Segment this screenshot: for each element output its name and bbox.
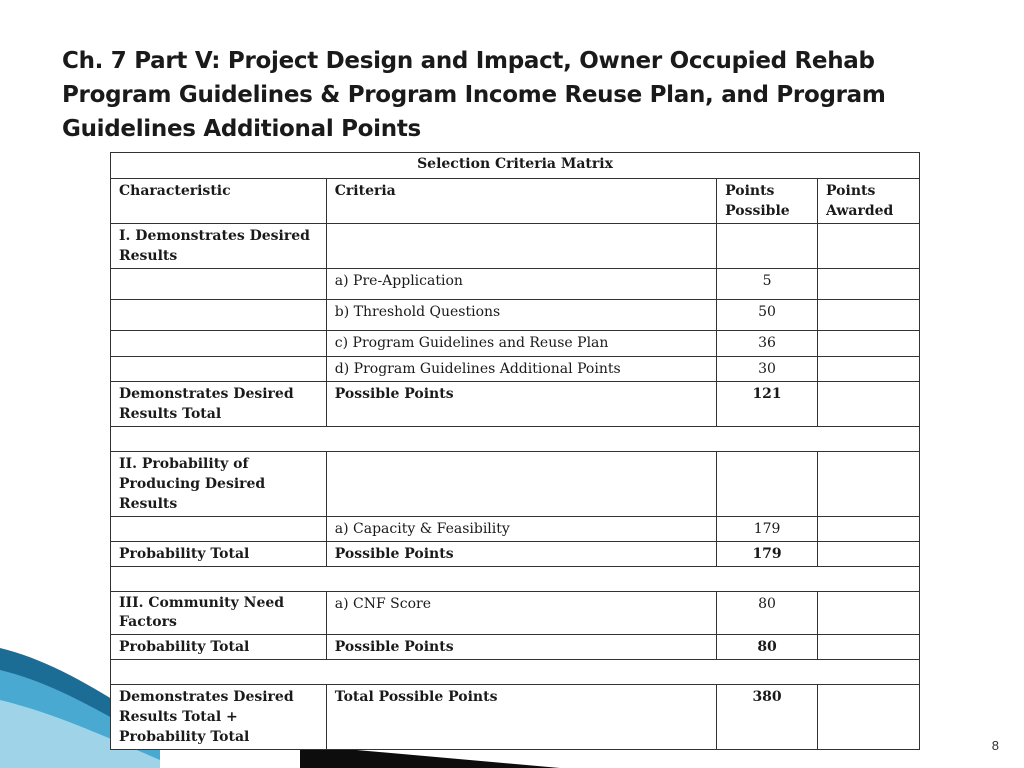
criteria-cell: Possible Points xyxy=(326,382,716,427)
points-cell: 5 xyxy=(717,269,818,300)
table-row xyxy=(111,427,920,452)
table-row xyxy=(111,452,920,517)
awarded-cell xyxy=(818,269,920,300)
header-characteristic: Characteristic xyxy=(111,179,327,224)
header-points-awarded: Points Awarded xyxy=(818,179,920,224)
criteria-cell: b) Threshold Questions xyxy=(326,300,716,331)
criteria-cell: Possible Points xyxy=(326,542,716,567)
table-row xyxy=(111,224,920,269)
criteria-cell: a) Pre-Application xyxy=(326,269,716,300)
spacer-cell xyxy=(111,660,920,685)
characteristic-cell: Probability Total xyxy=(111,542,327,567)
awarded-cell xyxy=(818,542,920,567)
table-row xyxy=(111,331,920,357)
criteria-cell xyxy=(326,452,716,517)
points-cell: 30 xyxy=(717,357,818,382)
criteria-cell: Possible Points xyxy=(326,635,716,660)
characteristic-cell: I. Demonstrates Desired Results xyxy=(111,224,327,269)
points-cell xyxy=(717,452,818,517)
points-cell: 121 xyxy=(717,382,818,427)
characteristic-cell: Demonstrates Desired Results Total + Probability Total xyxy=(111,685,327,750)
table-row xyxy=(111,357,920,382)
table-row xyxy=(111,269,920,300)
table-row xyxy=(111,685,920,750)
points-cell: 179 xyxy=(717,517,818,542)
awarded-cell xyxy=(818,517,920,542)
spacer-cell xyxy=(111,427,920,452)
table-row xyxy=(111,635,920,660)
characteristic-cell xyxy=(111,331,327,357)
table-row xyxy=(111,660,920,685)
points-cell: 80 xyxy=(717,635,818,660)
table-row xyxy=(111,567,920,592)
points-cell: 36 xyxy=(717,331,818,357)
points-cell: 50 xyxy=(717,300,818,331)
table-row xyxy=(111,542,920,567)
points-cell: 80 xyxy=(717,592,818,635)
awarded-cell xyxy=(818,635,920,660)
table-row xyxy=(111,517,920,542)
awarded-cell xyxy=(818,685,920,750)
criteria-cell xyxy=(326,224,716,269)
header-criteria: Criteria xyxy=(326,179,716,224)
awarded-cell xyxy=(818,382,920,427)
awarded-cell xyxy=(818,592,920,635)
awarded-cell xyxy=(818,452,920,517)
table-caption-row xyxy=(111,153,920,179)
table-caption: Selection Criteria Matrix xyxy=(111,153,920,179)
characteristic-cell xyxy=(111,269,327,300)
table-header-row xyxy=(111,179,920,224)
spacer-cell xyxy=(111,567,920,592)
criteria-cell: Total Possible Points xyxy=(326,685,716,750)
table-row xyxy=(111,382,920,427)
selection-criteria-matrix xyxy=(110,152,920,750)
awarded-cell xyxy=(818,357,920,382)
criteria-cell: a) CNF Score xyxy=(326,592,716,635)
table-row xyxy=(111,300,920,331)
criteria-cell: d) Program Guidelines Additional Points xyxy=(326,357,716,382)
characteristic-cell xyxy=(111,300,327,331)
points-cell: 380 xyxy=(717,685,818,750)
characteristic-cell: II. Probability of Producing Desired Results xyxy=(111,452,327,517)
points-cell: 179 xyxy=(717,542,818,567)
page-number: 8 xyxy=(991,738,999,753)
characteristic-cell: Demonstrates Desired Results Total xyxy=(111,382,327,427)
characteristic-cell xyxy=(111,517,327,542)
criteria-cell: a) Capacity & Feasibility xyxy=(326,517,716,542)
slide-title: Ch. 7 Part V: Project Design and Impact, Owner Occupied Rehab Program Guidelines & Program Income Reuse Plan, and Program Guidelines Additional Points xyxy=(62,48,886,142)
header-points-possible: Points Possible xyxy=(717,179,818,224)
awarded-cell xyxy=(818,331,920,357)
characteristic-cell: Probability Total xyxy=(111,635,327,660)
criteria-cell: c) Program Guidelines and Reuse Plan xyxy=(326,331,716,357)
awarded-cell xyxy=(818,300,920,331)
characteristic-cell xyxy=(111,357,327,382)
points-cell xyxy=(717,224,818,269)
awarded-cell xyxy=(818,224,920,269)
characteristic-cell: III. Community Need Factors xyxy=(111,592,327,635)
table-row xyxy=(111,592,920,635)
